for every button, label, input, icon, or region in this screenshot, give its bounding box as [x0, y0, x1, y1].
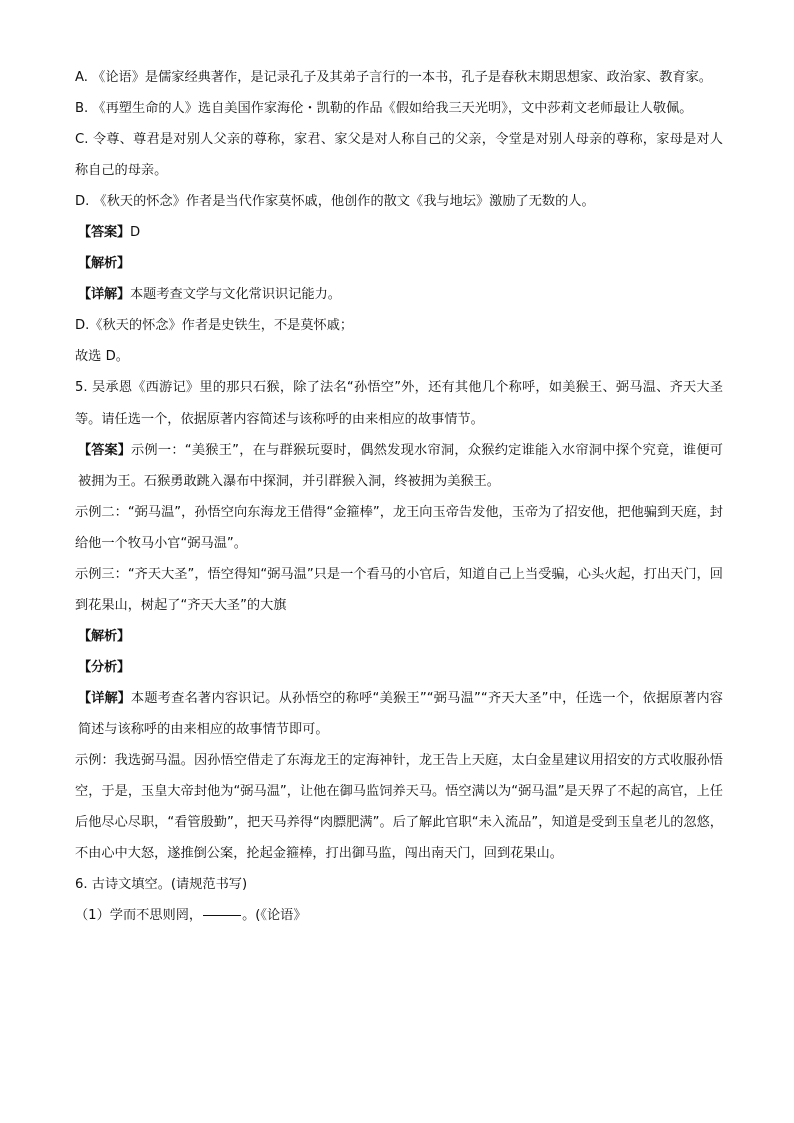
q6-item1-prefix: （1）学而不思则罔，: [75, 908, 203, 924]
detail-label: 【详解】: [78, 287, 130, 303]
answer-value: D: [129, 225, 141, 241]
q5-analysis-heading: [75, 621, 723, 652]
q6-question: 6. 古诗文填空。(请规范书写): [75, 877, 248, 893]
option-d: D. 《秋天的怀念》作者是当代作家莫怀戚，他创作的散文《我与地坛》激励了无数的人。: [75, 194, 595, 210]
q5-example3: 示例三：“齐天大圣”，悟空得知“弼马温”只是一个看马的小官后，知道自己上当受骗，心头火起，打出天门，回到花果山，树起了“齐天大圣”的大旗: [75, 566, 723, 613]
answer-label: 【答案】: [78, 225, 130, 241]
q4-detail: [75, 279, 723, 310]
q4-detail-line2: D.《秋天的怀念》作者是史铁生，不是莫怀戚；: [75, 318, 354, 334]
q4-analysis-heading: [75, 248, 723, 279]
q6-item1-suffix: 。(《论语》: [242, 908, 307, 924]
document-content: [75, 62, 723, 931]
q5-answer-example1: [75, 435, 723, 497]
fill-blank[interactable]: [203, 914, 241, 916]
answer-label: 【答案】: [78, 442, 131, 458]
q5-example2: 示例二：“弼马温”，孙悟空向东海龙王借得“金箍棒”，龙王向玉帝告发他，玉帝为了招安他，把他骗到天庭，封给他一个牧马小官“弼马温”。: [75, 504, 723, 551]
q5-sample: 示例：我选弼马温。因孙悟空借走了东海龙王的定海神针，龙王告上天庭，太白金星建议用招安的方式收服孙悟空，于是，玉皇大帝封他为“弼马温”，让他在御马监饲养天马。悟空满以为“弼马温”是天界了不起的高官，上任后他尽心尽职，“看管殷勤”，把天马养得“肉膘肥满”。后了解此官职“未入流品”，知道是受到玉皇老儿的忽悠，不由心中大怒，遂推倒公案，抡起金箍棒，打出御马监，闯出南天门，回到花果山。: [75, 753, 723, 862]
fenxi-label: 【分析】: [78, 659, 130, 675]
q5-question: 5. 吴承恩《西游记》里的那只石猴，除了法名“孙悟空”外，还有其他几个称呼，如美猴王、弼马温、齐天大圣等。请任选一个，依据原著内容简述与该称呼的由来相应的故事情节。: [75, 380, 723, 427]
option-c: C. 令尊、尊君是对别人父亲的尊称，家君、家父是对人称自己的父亲，令堂是对别人母亲的尊称，家母是对人称自己的母亲。: [75, 132, 723, 179]
q4-conclusion: 故选 D。: [75, 349, 129, 365]
option-a: A. 《论语》是儒家经典著作，是记录孔子及其弟子言行的一本书，孔子是春秋末期思想家、政治家、教育家。: [75, 70, 712, 85]
q4-answer: [75, 217, 723, 248]
analysis-label: 【解析】: [78, 256, 130, 272]
analysis-label: 【解析】: [78, 628, 130, 644]
detail-text: 本题考查文学与文化常识识记能力。: [129, 287, 341, 303]
detail-text: 本题考查名著内容识记。从孙悟空的称呼“美猴王”“弼马温”“齐天大圣”中，任选一个，依据原著内容简述与该称呼的由来相应的故事情节即可。: [78, 690, 723, 737]
detail-label: 【详解】: [78, 690, 131, 706]
q5-fenxi-heading: [75, 652, 723, 683]
example-one: 示例一：“美猴王”，在与群猴玩耍时，偶然发现水帘洞，众猴约定谁能入水帘洞中探个究竟，谁便可被拥为王。石猴勇敢跳入瀑布中探洞，并引群猴入洞，终被拥为美猴王。: [78, 442, 723, 489]
q5-detail: [75, 683, 723, 745]
option-b: B. 《再塑生命的人》选自美国作家海伦・凯勒的作品《假如给我三天光明》，文中莎莉文老师最让人敬佩。: [75, 101, 693, 117]
q6-item1: [75, 900, 723, 931]
